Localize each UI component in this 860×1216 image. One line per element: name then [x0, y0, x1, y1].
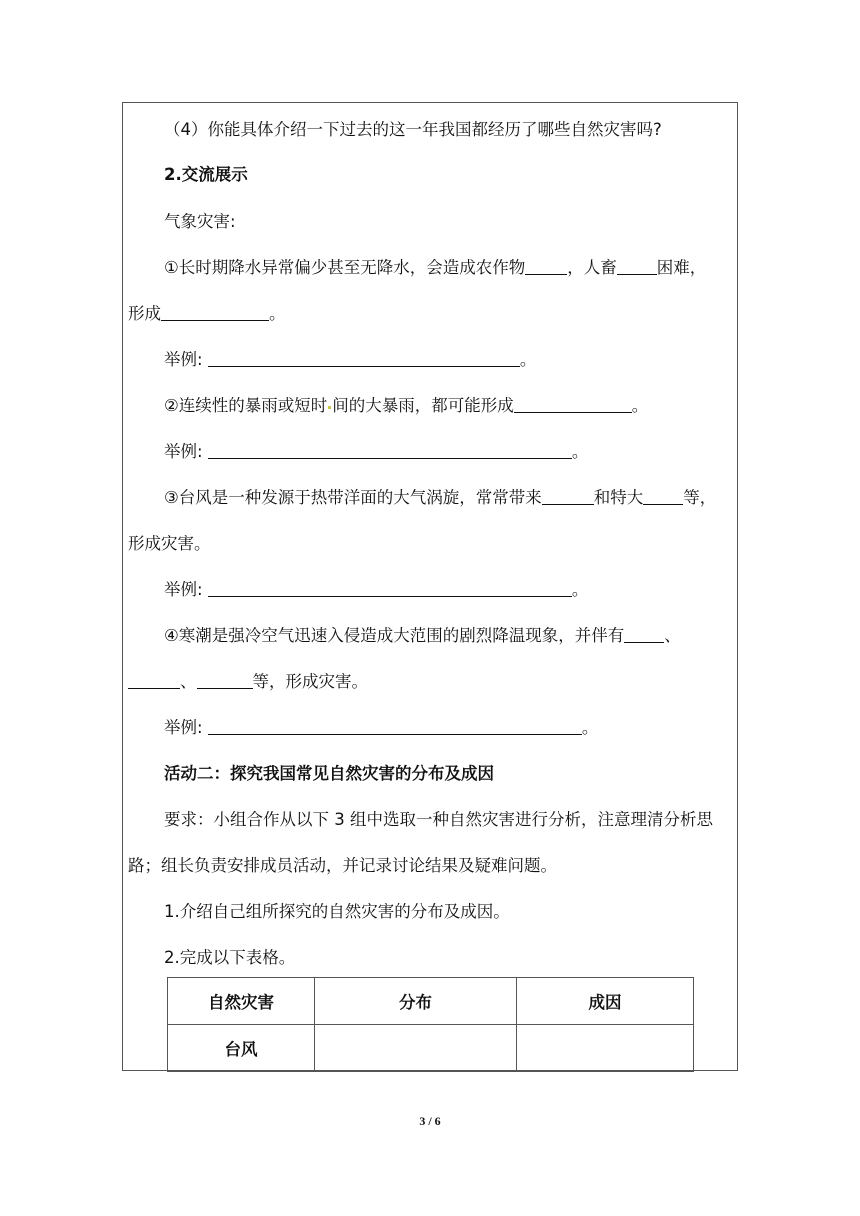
step-2-text: 2.完成以下表格。 — [164, 948, 296, 967]
item-1-text-c: 困难， — [656, 258, 707, 277]
period: 。 — [581, 718, 599, 737]
item-4-text-c: 、 — [180, 672, 197, 691]
table-header-disaster: 自然灾害 — [168, 978, 315, 1025]
example-line-1 — [164, 350, 536, 370]
period: 。 — [519, 350, 537, 369]
fill-blank[interactable] — [525, 259, 567, 275]
period: 。 — [571, 580, 589, 599]
table-row — [168, 1025, 694, 1072]
item-1-text-d: 形成 — [128, 304, 161, 323]
fill-blank[interactable] — [208, 443, 572, 459]
fill-blank[interactable] — [128, 673, 180, 689]
fill-blank[interactable] — [643, 489, 683, 505]
item-2-text-a: ②连续性的暴雨或短时 — [164, 396, 328, 415]
item-3-text-d: 形成灾害。 — [128, 534, 211, 553]
fill-blank[interactable] — [161, 305, 269, 321]
question-4 — [164, 120, 662, 140]
item-4-line-1 — [164, 626, 681, 646]
section-heading-text: 2.交流展示 — [164, 165, 248, 184]
page-number: 3 / 6 — [419, 1114, 441, 1128]
requirement-line-1 — [164, 810, 713, 830]
table-header-row — [168, 978, 694, 1025]
item-4-text-d: 等，形成灾害。 — [252, 672, 368, 691]
table-cell-distribution[interactable] — [315, 1025, 517, 1072]
fill-blank[interactable] — [624, 627, 664, 643]
question-4-text: （4）你能具体介绍一下过去的这一年我国都经历了哪些自然灾害吗? — [164, 120, 662, 139]
period: 。 — [269, 304, 286, 323]
example-line-4 — [164, 718, 598, 738]
marker-dot — [328, 406, 331, 409]
meteo-label — [164, 212, 236, 232]
disaster-table — [167, 977, 694, 1072]
requirement-text-a: 要求：小组合作从以下 3 组中选取一种自然灾害进行分析，注意理清分析思 — [164, 810, 713, 829]
activity-2-heading-text: 活动二：探究我国常见自然灾害的分布及成因 — [164, 764, 494, 783]
item-4-line-2 — [128, 672, 368, 692]
fill-blank[interactable] — [617, 259, 657, 275]
item-4-text-a: ④寒潮是强冷空气迅速入侵造成大范围的剧烈降温现象，并伴有 — [164, 626, 625, 645]
item-1-line-1 — [164, 258, 706, 278]
step-1 — [164, 902, 510, 922]
table-cell-disaster: 台风 — [168, 1025, 315, 1072]
example-label: 举例: — [164, 718, 203, 737]
activity-2-heading — [164, 764, 494, 784]
fill-blank[interactable] — [197, 673, 253, 689]
item-3-line-1 — [164, 488, 716, 508]
requirement-text-b: 路；组长负责安排成员活动，并记录讨论结果及疑难问题。 — [128, 856, 557, 875]
step-2 — [164, 948, 295, 968]
table-header-distribution: 分布 — [315, 978, 517, 1025]
item-2-text-b: 间的大暴雨，都可能形成 — [332, 396, 514, 415]
requirement-line-2 — [128, 856, 557, 876]
fill-blank[interactable] — [208, 581, 572, 597]
step-1-text: 1.介绍自己组所探究的自然灾害的分布及成因。 — [164, 902, 510, 921]
fill-blank[interactable] — [542, 489, 594, 505]
section-heading-exchange — [164, 165, 248, 185]
table-header-cause: 成因 — [517, 978, 694, 1025]
table-cell-cause[interactable] — [517, 1025, 694, 1072]
example-label: 举例: — [164, 350, 203, 369]
item-3-line-2 — [128, 534, 211, 554]
fill-blank[interactable] — [208, 351, 520, 367]
example-label: 举例: — [164, 580, 203, 599]
item-3-text-c: 等， — [683, 488, 717, 507]
item-1-line-2 — [128, 304, 286, 324]
item-4-text-b: 、 — [664, 626, 681, 645]
fill-blank[interactable] — [208, 719, 582, 735]
example-line-2 — [164, 442, 588, 462]
item-1-text-a: ①长时期降水异常偏少甚至无降水，会造成农作物 — [164, 258, 526, 277]
example-line-3 — [164, 580, 588, 600]
fill-blank[interactable] — [514, 397, 632, 413]
period: 。 — [571, 442, 589, 461]
period: 。 — [631, 396, 649, 415]
example-label: 举例: — [164, 442, 203, 461]
item-3-text-a: ③台风是一种发源于热带洋面的大气涡旋，常常带来 — [164, 488, 542, 507]
item-3-text-b: 和特大 — [593, 488, 644, 507]
item-1-text-b: ，人畜 — [567, 258, 617, 277]
item-2-line — [164, 396, 648, 416]
meteo-label-text: 气象灾害: — [164, 212, 236, 231]
